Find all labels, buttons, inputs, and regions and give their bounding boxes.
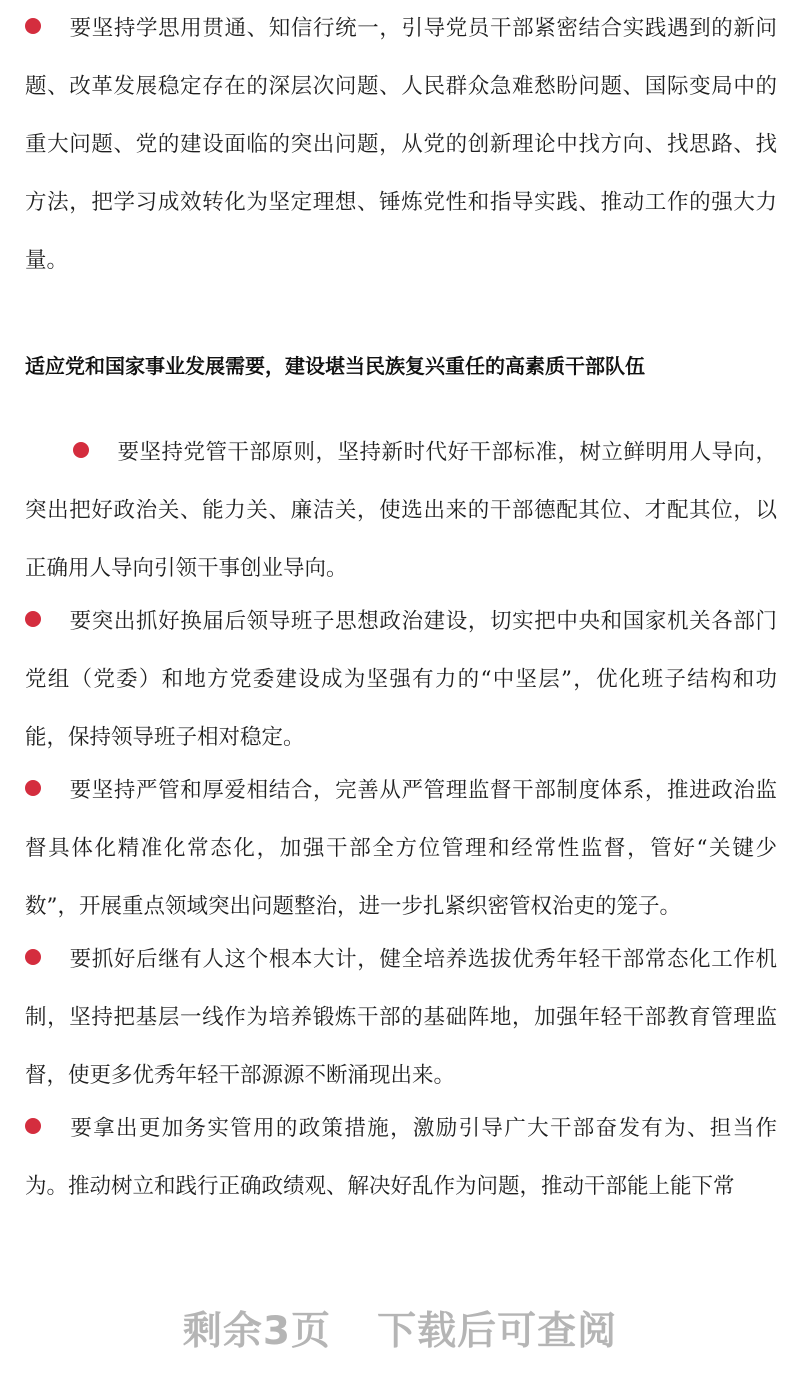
intro-paragraph-text: 要坚持学思用贯通、知信行统一，引导党员干部紧密结合实践遇到的新问题、改革发展稳定存在的深层次问题、人民群众急难愁盼问题、国际变局中的重大问题、党的建设面临的突出问题，从党的创新理论中找方向、找思路、找方法，把学习成效转化为坚定理想、锤炼党性和指导实践、推动工作的强大力量。 [25, 16, 777, 273]
list-item [25, 1100, 777, 1216]
download-watermark [0, 1300, 800, 1356]
list-item-text: 要突出抓好换届后领导班子思想政治建设，切实把中央和国家机关各部门党组（党委）和地方党委建设成为坚强有力的“中坚层”，优化班子结构和功能，保持领导班子相对稳定。 [25, 609, 777, 750]
list-item [25, 762, 777, 936]
bullet-dot-icon [25, 18, 41, 34]
list-item [25, 931, 777, 1105]
bullet-dot-icon [73, 442, 89, 458]
list-item-text: 要坚持党管干部原则，坚持新时代好干部标准，树立鲜明用人导向，突出把好政治关、能力关、廉洁关，使选出来的干部德配其位、才配其位，以正确用人导向引领干事创业导向。 [25, 440, 777, 581]
list-item [25, 424, 777, 598]
download-hint-label: 下载后可查阅 [377, 1309, 618, 1354]
bullet-dot-icon [25, 1118, 41, 1134]
list-item-text: 要坚持严管和厚爱相结合，完善从严管理监督干部制度体系，推进政治监督具体化精准化常态化，加强干部全方位管理和经常性监督，管好“关键少数”，开展重点领域突出问题整治，进一步扎紧织密管权治吏的笼子。 [25, 778, 777, 919]
pages-remaining-label: 剩余3页 [182, 1309, 332, 1354]
bullet-dot-icon [25, 611, 41, 627]
list-item-text: 要抓好后继有人这个根本大计，健全培养选拔优秀年轻干部常态化工作机制，坚持把基层一线作为培养锻炼干部的基础阵地，加强年轻干部教育管理监督，使更多优秀年轻干部源源不断涌现出来。 [25, 947, 777, 1088]
list-item-text: 要拿出更加务实管用的政策措施，激励引导广大干部奋发有为、担当作为。推动树立和践行正确政绩观、解决好乱作为问题，推动干部能上能下常 [25, 1116, 777, 1199]
section-heading: 适应党和国家事业发展需要，建设堪当民族复兴重任的高素质干部队伍 [25, 354, 645, 378]
intro-paragraph [25, 0, 777, 290]
bullet-dot-icon [25, 780, 41, 796]
bullet-dot-icon [25, 949, 41, 965]
list-item [25, 593, 777, 767]
